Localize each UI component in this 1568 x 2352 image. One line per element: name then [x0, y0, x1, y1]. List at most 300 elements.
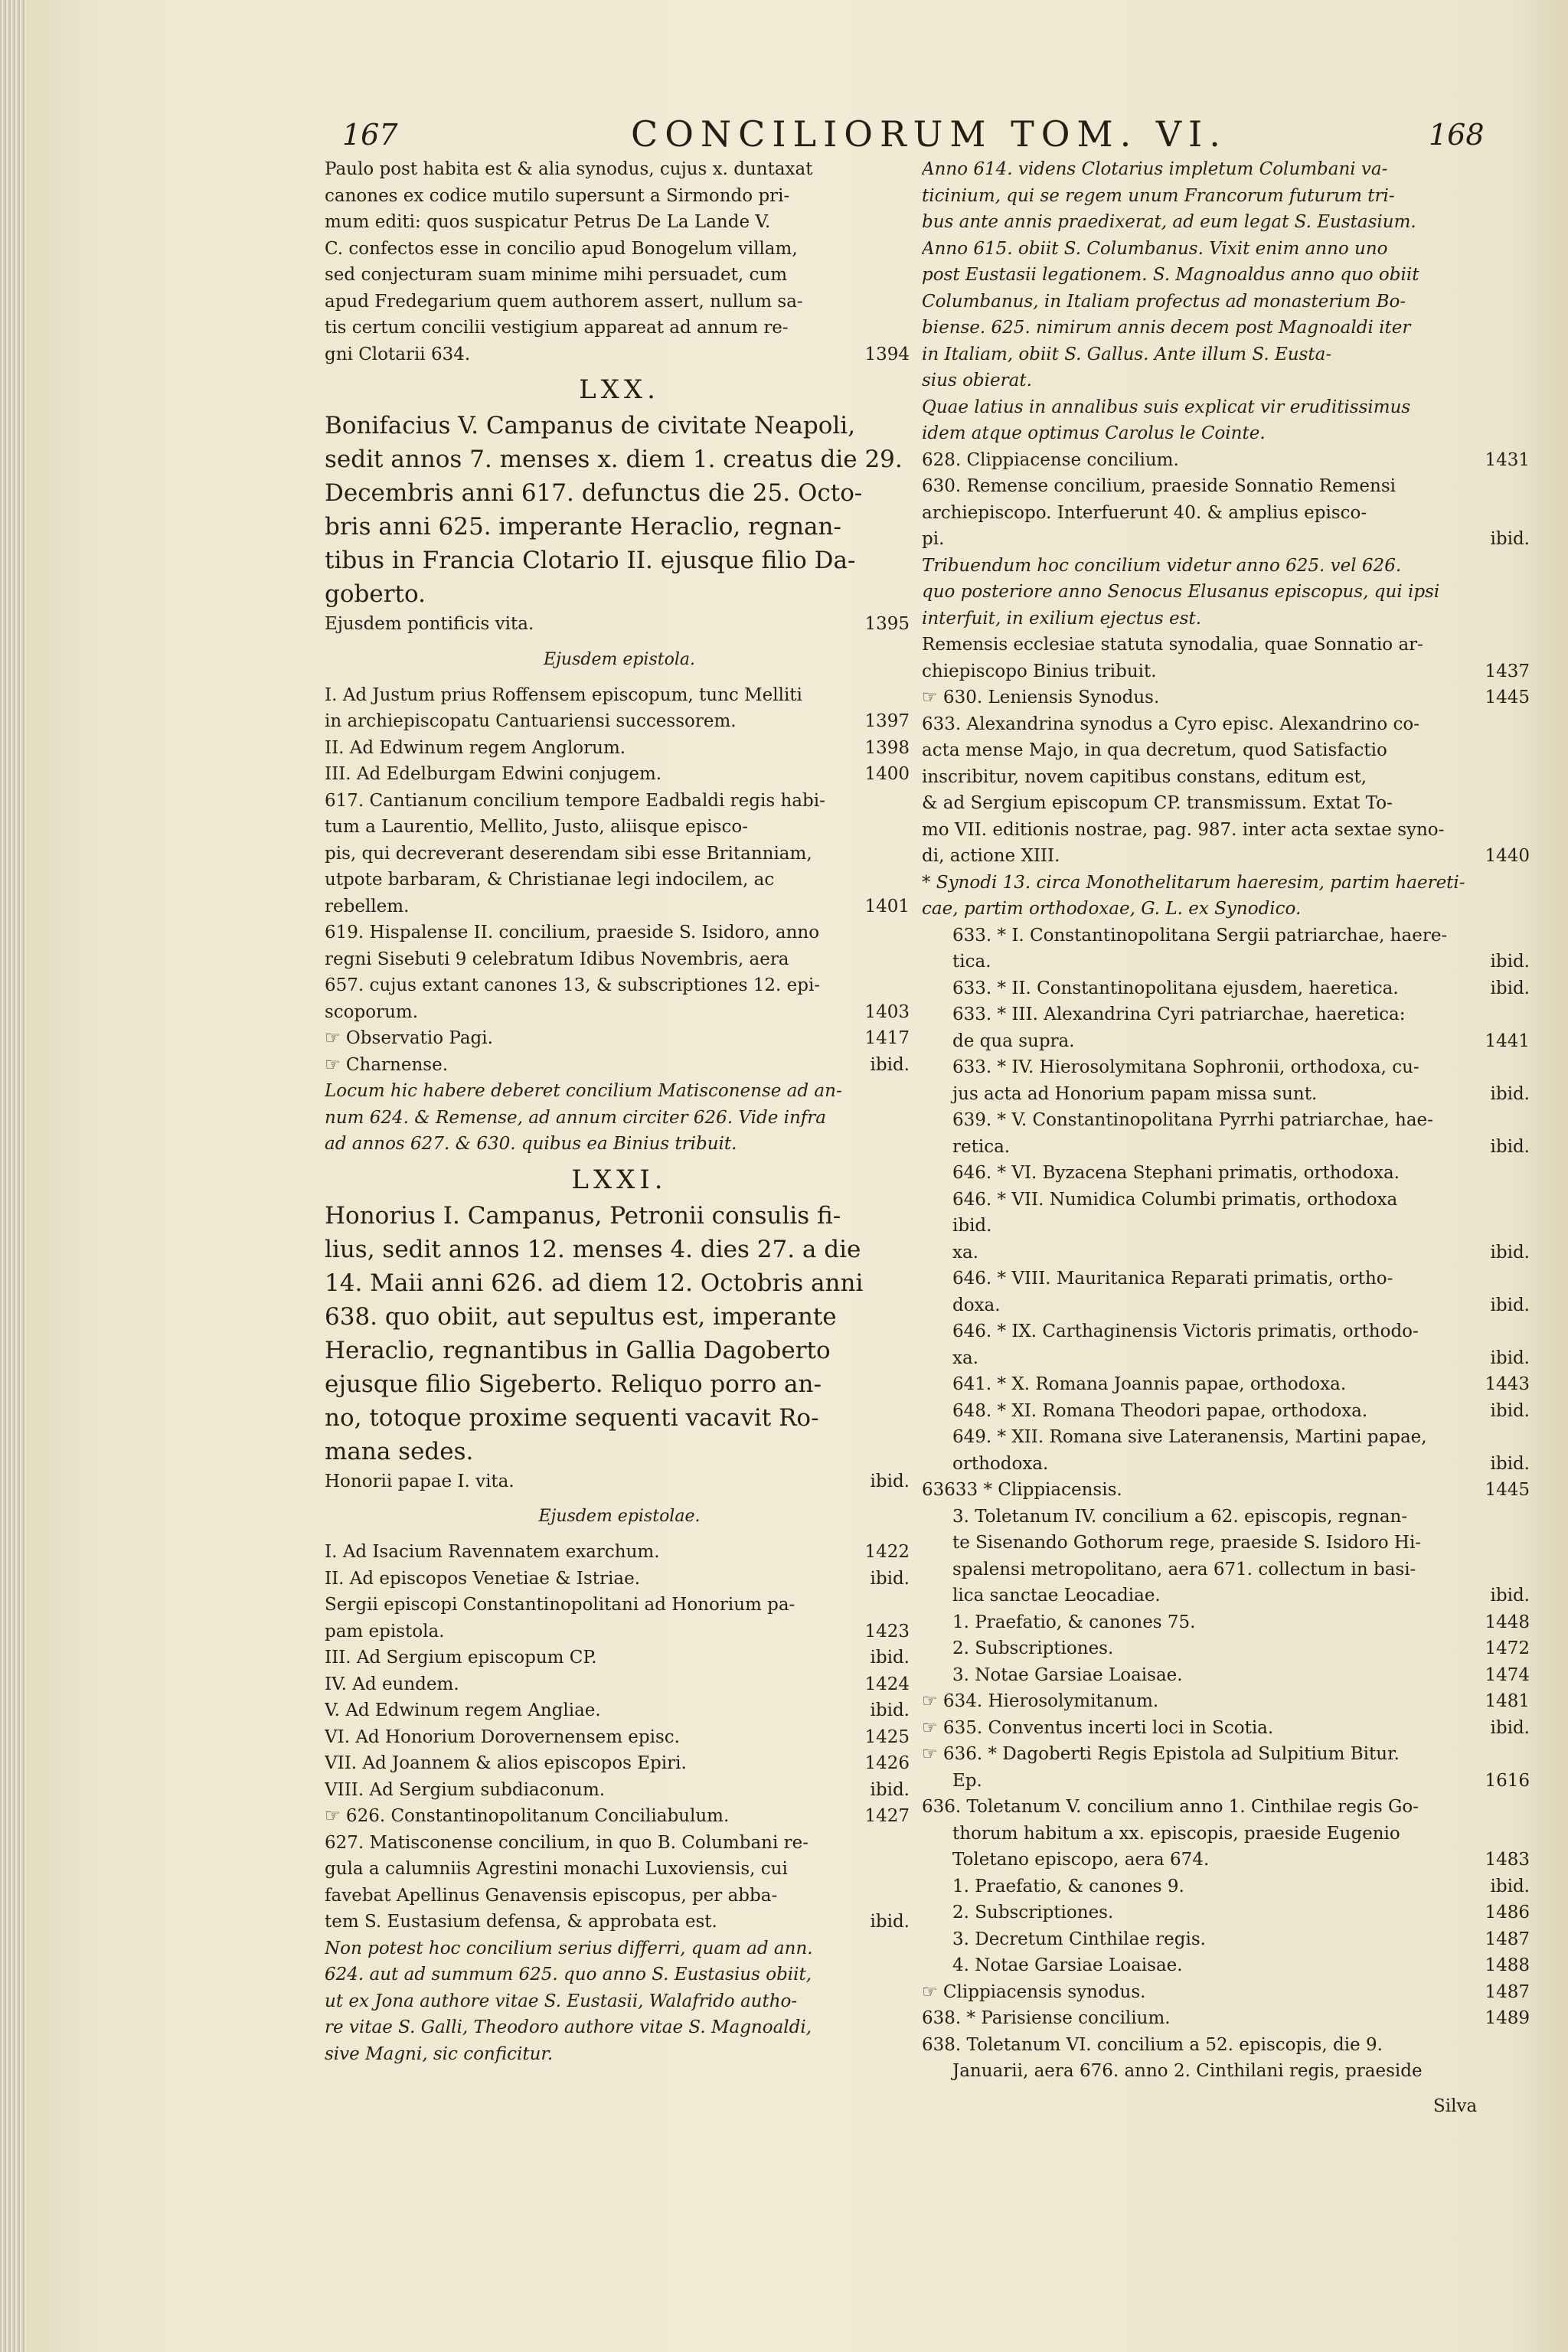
line-text: I. Ad Justum prius Roffensem episcopum, tunc Melliti [325, 684, 802, 705]
text-line [325, 510, 914, 544]
page-reference: ibid. [1490, 529, 1530, 549]
text-line [922, 1107, 1534, 1134]
line-text: sedit annos 7. menses x. diem 1. creatus die 29. [325, 446, 903, 473]
line-text: canones ex codice mutilo supersunt a Sirmondo pri- [325, 185, 790, 206]
line-text: 3. Notae Garsiae Loaisae. [952, 1664, 1183, 1685]
page-reference: 1441 [1485, 1031, 1530, 1051]
line-text: utpote barbaram, & Christianae legi indocilem, ac [325, 870, 775, 890]
text-line [922, 1635, 1534, 1662]
text-line [922, 1187, 1534, 1214]
page-reference: 1395 [864, 614, 910, 634]
text-line [325, 1645, 914, 1671]
line-text: apud Fredegarium quem authorem assert, nullum sa- [325, 291, 803, 312]
page-reference: ibid. [870, 1054, 910, 1075]
right-column [922, 156, 1534, 2085]
line-text: Anno 614. videns Clotarius impletum Columbani va- [922, 159, 1388, 179]
line-text: 636. Toletanum V. concilium anno 1. Cinthilae regis Go- [922, 1797, 1419, 1817]
text-line [325, 1566, 914, 1592]
page-reference: 1431 [1485, 449, 1530, 470]
text-line [325, 841, 914, 867]
text-line [922, 447, 1534, 474]
line-text: 646. * VIII. Mauritanica Reparati primatis, ortho- [952, 1269, 1393, 1289]
text-line [922, 473, 1534, 500]
line-text: chiepiscopo Binius tribuit. [922, 661, 1157, 681]
text-line [922, 579, 1534, 606]
text-line [922, 1583, 1534, 1609]
line-text: 627. Matisconense concilium, in quo B. Columbani re- [325, 1832, 809, 1853]
line-text: ☞ 630. Leniensis Synodus. [922, 688, 1160, 707]
line-text: 3. Decretum Cinthilae regis. [952, 1929, 1206, 1949]
text-line [325, 1936, 914, 1962]
line-text: 638. quo obiit, aut sepultus est, imperante [325, 1302, 837, 1331]
line-text: rebellem. [325, 896, 410, 916]
line-text: VII. Ad Joannem & alios episcopos Epiri. [325, 1753, 687, 1773]
line-text: Paulo post habita est & alia synodus, cujus x. duntaxat [325, 159, 813, 179]
line-text: xa. [952, 1348, 978, 1368]
line-text: jus acta ad Honorium papam missa sunt. [952, 1083, 1318, 1104]
text-line [922, 2032, 1534, 2059]
text-line [325, 289, 914, 315]
text-line [325, 1199, 914, 1233]
text-line [325, 1367, 914, 1401]
line-text: 633. * III. Alexandrina Cyri patriarchae, haeretica: [952, 1004, 1406, 1024]
line-text: VI. Ad Honorium Dorovernensem episc. [325, 1726, 680, 1747]
text-line [325, 236, 914, 263]
line-text: post Eustasii legationem. S. Magnoaldus anno quo obiit [922, 265, 1419, 285]
text-line [922, 1794, 1534, 1821]
text-line [922, 975, 1534, 1002]
text-line [325, 315, 914, 341]
text-line [922, 1001, 1534, 1028]
line-text: II. Ad Edwinum regem Anglorum. [325, 737, 626, 758]
text-line [325, 2014, 914, 2041]
text-line [325, 735, 914, 762]
text-line [325, 1105, 914, 1132]
page-reference: ibid. [1490, 1242, 1530, 1263]
line-text: tica. [952, 952, 991, 972]
line-text: Januarii, aera 676. anno 2. Cinthilani regis, praeside [952, 2061, 1423, 2081]
line-text: V. Ad Edwinum regem Angliae. [325, 1700, 601, 1720]
line-text: ☞ 635. Conventus incerti loci in Scotia. [922, 1717, 1274, 1738]
page-number-right: 168 [1429, 118, 1485, 152]
text-line [922, 262, 1534, 289]
line-text: III. Ad Edelburgam Edwini conjugem. [325, 764, 662, 784]
text-line [325, 409, 914, 443]
text-line [922, 1160, 1534, 1187]
line-text: Locum hic habere deberet concilium Matisconense ad an- [325, 1081, 842, 1101]
line-text: IV. Ad eundem. [325, 1674, 459, 1694]
text-line [922, 843, 1534, 870]
line-text: 638. Toletanum VI. concilium a 52. episcopis, die 9. [922, 2034, 1383, 2055]
page-reference: 1401 [864, 896, 910, 916]
line-text: Anno 615. obiit S. Columbanus. Vixit enim anno uno [922, 238, 1388, 259]
page-reference: ibid. [1490, 1295, 1530, 1315]
text-line [922, 209, 1534, 236]
page-reference: ibid. [1490, 1876, 1530, 1896]
line-text: ibid. [952, 1216, 992, 1236]
line-text: scoporum. [325, 1001, 419, 1022]
line-text: 638. * Parisiense concilium. [922, 2008, 1171, 2028]
text-line [922, 1054, 1534, 1081]
text-line [922, 1345, 1534, 1372]
line-text: C. confectos esse in concilio apud Bonogelum villam, [325, 238, 798, 259]
line-text: orthodoxa. [952, 1453, 1049, 1474]
text-line [325, 1539, 914, 1566]
line-text: ☞ Clippiacensis synodus. [922, 1981, 1146, 2002]
page-reference: ibid. [1490, 1586, 1530, 1606]
text-line [922, 2058, 1534, 2085]
text-line [922, 1662, 1534, 1689]
page-reference: 1448 [1485, 1612, 1530, 1632]
line-text: tem S. Eustasium defensa, & approbata est. [325, 1912, 717, 1932]
text-line [325, 1494, 914, 1539]
text-line [325, 1052, 914, 1079]
text-line [922, 606, 1534, 632]
line-text: 657. cujus extant canones 13, & subscriptiones 12. epi- [325, 975, 821, 995]
line-text: num 624. & Remense, ad annum circiter 626. Vide infra [325, 1107, 827, 1128]
text-line [922, 315, 1534, 341]
text-line [325, 682, 914, 709]
text-line [922, 341, 1534, 368]
text-line [922, 368, 1534, 394]
line-text: sius obierat. [922, 371, 1032, 390]
text-line [922, 1504, 1534, 1530]
text-line [325, 1909, 914, 1936]
line-text: quo posteriore anno Senocus Elusanus episcopus, qui ipsi [922, 582, 1440, 602]
page-reference: 1422 [864, 1542, 910, 1562]
text-line [922, 949, 1534, 975]
line-text: retica. [952, 1136, 1011, 1157]
text-line [325, 638, 914, 682]
line-text: LXX. [579, 374, 660, 405]
text-line [922, 1979, 1534, 2006]
line-text: cae, partim orthodoxae, G. L. ex Synodico. [922, 899, 1302, 919]
text-line [922, 1081, 1534, 1108]
text-line [325, 262, 914, 289]
line-text: xa. [952, 1242, 978, 1263]
page-reference: ibid. [1490, 1136, 1530, 1157]
line-text: ut ex Jona authore vitae S. Eustasii, Walafrido autho- [325, 1991, 798, 2011]
line-text: lius, sedit annos 12. menses 4. dies 27. a die [325, 1235, 861, 1263]
line-text: te Sisenando Gothorum rege, praeside S. Isidoro Hi- [952, 1533, 1422, 1553]
text-line [922, 394, 1534, 421]
line-text: sive Magni, sic conficitur. [325, 2043, 554, 2064]
page-reference: ibid. [870, 1912, 910, 1932]
page-reference: 1483 [1485, 1850, 1530, 1870]
page-reference: ibid. [1490, 952, 1530, 972]
text-line [325, 156, 914, 183]
text-line [325, 1233, 914, 1266]
text-line [922, 1926, 1534, 1953]
page-reference: ibid. [870, 1648, 910, 1668]
line-text: Remensis ecclesiae statuta synodalia, quae Sonnatio ar- [922, 635, 1423, 655]
line-text: II. Ad episcopos Venetiae & Istriae. [325, 1568, 641, 1589]
line-text: 646. * IX. Carthaginensis Victoris primatis, orthodo- [952, 1321, 1419, 1341]
line-text: 624. aut ad summum 625. quo anno S. Eustasius obiit, [325, 1965, 812, 1984]
line-text: LXXI. [571, 1164, 668, 1195]
line-text: 633. * I. Constantinopolitana Sergii patriarchae, haere- [952, 925, 1448, 946]
text-line [922, 1821, 1534, 1847]
line-text: 619. Hispalense II. concilium, praeside S. Isidoro, anno [325, 923, 820, 942]
line-text: & ad Sergium episcopum CP. transmissum. Extat To- [922, 793, 1393, 813]
text-line [922, 1688, 1534, 1715]
text-line [325, 1025, 914, 1052]
text-line [325, 1161, 914, 1199]
text-line [325, 1803, 914, 1830]
text-line [325, 972, 914, 999]
page-reference: ibid. [870, 1568, 910, 1589]
text-line [922, 1847, 1534, 1873]
line-text: ad annos 627. & 630. quibus ea Binius tribuit. [325, 1134, 737, 1154]
line-text: mum editi: quos suspicatur Petrus De La Lande V. [325, 212, 771, 232]
text-line [325, 476, 914, 510]
text-line [922, 156, 1534, 183]
text-line [922, 764, 1534, 791]
text-line [922, 183, 1534, 210]
page-reference: 1397 [864, 711, 910, 731]
line-text: 628. Clippiacense concilium. [922, 449, 1179, 470]
line-text: * Synodi 13. circa Monothelitarum haeresim, partim haereti- [922, 872, 1465, 893]
line-text: 63633 * Clippiacensis. [922, 1480, 1122, 1500]
line-text: 633. * II. Constantinopolitana ejusdem, haeretica. [952, 978, 1399, 998]
page-reference: 1417 [864, 1028, 910, 1048]
line-text: tum a Laurentio, Mellito, Justo, aliisque episco- [325, 817, 749, 837]
catchword: Silva [1433, 2096, 1478, 2116]
text-line [922, 1873, 1534, 1900]
line-text: Ejusdem pontificis vita. [325, 614, 534, 634]
page-reference: 1474 [1485, 1664, 1530, 1685]
page-reference: 1425 [864, 1726, 910, 1747]
page-reference: 1427 [864, 1806, 910, 1826]
line-text: ticinium, qui se regem unum Francorum futurum tri- [922, 185, 1395, 206]
line-text: thorum habitum a xx. episcopis, praeside Eugenio [952, 1823, 1400, 1844]
text-line [922, 1240, 1534, 1266]
line-text: mo VII. editionis nostrae, pag. 987. inter acta sextae syno- [922, 819, 1445, 840]
text-line [325, 611, 914, 638]
line-text: gula a calumniis Agrestini monachi Luxoviensis, cui [325, 1859, 788, 1879]
line-text: de qua supra. [952, 1031, 1075, 1051]
text-line [325, 577, 914, 611]
text-line [325, 1435, 914, 1468]
page-reference: 1445 [1485, 688, 1530, 707]
text-line [922, 236, 1534, 263]
text-line [325, 920, 914, 946]
book-page-edge [0, 0, 26, 2352]
text-line [922, 1134, 1534, 1161]
line-text: Tribuendum hoc concilium videtur anno 625. vel 626. [922, 555, 1402, 576]
line-text: lica sanctae Leocadiae. [952, 1586, 1161, 1606]
line-text: archiepiscopo. Interfuerunt 40. & amplius episco- [922, 502, 1367, 523]
line-text: bus ante annis praedixerat, ad eum legat S. Eustasium. [922, 212, 1416, 232]
page-reference: 1440 [1485, 846, 1530, 866]
text-line [325, 371, 914, 409]
text-line [922, 632, 1534, 658]
text-line [922, 658, 1534, 685]
line-text: III. Ad Sergium episcopum CP. [325, 1648, 597, 1668]
text-line [325, 867, 914, 893]
text-line [922, 1028, 1534, 1055]
text-line [922, 1424, 1534, 1451]
text-line [325, 814, 914, 841]
line-text: re vitae S. Galli, Theodoro authore vitae S. Magnoaldi, [325, 2017, 812, 2037]
page-reference: 1445 [1485, 1480, 1530, 1500]
line-text: Heraclio, regnantibus in Gallia Dagoberto [325, 1336, 831, 1364]
page-reference: 1398 [864, 737, 910, 758]
line-text: Sergii episcopi Constantinopolitani ad Honorium pa- [325, 1595, 795, 1615]
line-text: 633. Alexandrina synodus a Cyro episc. Alexandrino co- [922, 714, 1419, 734]
text-line [325, 1300, 914, 1334]
line-text: spalensi metropolitano, aera 671. collectum in basi- [952, 1559, 1416, 1579]
text-line [325, 893, 914, 920]
line-text: regni Sisebuti 9 celebratum Idibus Novembris, aera [325, 949, 789, 969]
line-text: pam epistola. [325, 1621, 445, 1642]
page-reference: 1489 [1485, 2008, 1530, 2028]
line-text: 1. Praefatio, & canones 75. [952, 1612, 1196, 1632]
text-line [922, 500, 1534, 527]
page-reference: 1403 [864, 1001, 910, 1022]
line-text: Columbanus, in Italiam profectus ad monasterium Bo- [922, 291, 1406, 312]
page-reference: ibid. [1490, 1348, 1530, 1368]
text-line [325, 183, 914, 210]
text-line [922, 817, 1534, 844]
line-text: tis certum concilii vestigium appareat ad annum re- [325, 318, 789, 338]
page-reference: 1487 [1485, 1929, 1530, 1949]
text-line [325, 1619, 914, 1645]
text-line [922, 1768, 1534, 1795]
line-text: 3. Toletanum IV. concilium a 62. episcopis, regnan- [952, 1506, 1408, 1527]
text-line [325, 1777, 914, 1804]
line-text: 630. Remense concilium, praeside Sonnatio Remensi [922, 476, 1396, 496]
line-text: inscribitur, novem capitibus constans, editum est, [922, 766, 1367, 787]
line-text: 641. * X. Romana Joannis papae, orthodoxa. [952, 1374, 1347, 1394]
page-reference: 1486 [1485, 1903, 1530, 1922]
text-line [325, 1401, 914, 1435]
text-line [325, 1883, 914, 1909]
page-reference: 1426 [864, 1753, 910, 1773]
running-title: CONCILIORUM TOM. VI. [631, 113, 1227, 155]
line-text: Honorii papae I. vita. [325, 1471, 514, 1491]
line-text: Quae latius in annalibus suis explicat vir eruditissimus [922, 397, 1411, 417]
text-line [325, 1592, 914, 1619]
text-line [922, 1266, 1534, 1292]
text-line [325, 544, 914, 577]
line-text: 646. * VII. Numidica Columbi primatis, orthodoxa [952, 1189, 1398, 1210]
line-text: 14. Maii anni 626. ad diem 12. Octobris anni [325, 1269, 864, 1297]
line-text: biense. 625. nimirum annis decem post Magnoaldi iter [922, 318, 1411, 338]
text-line [922, 1292, 1534, 1319]
line-text: gni Clotarii 634. [325, 344, 471, 364]
text-line [922, 711, 1534, 738]
line-text: idem atque optimus Carolus le Cointe. [922, 423, 1266, 443]
line-text: pis, qui decreverant deserendam sibi esse Britanniam, [325, 843, 812, 864]
line-text: ☞ 634. Hierosolymitanum. [922, 1691, 1159, 1711]
line-text: bris anni 625. imperante Heraclio, regnan- [325, 513, 841, 541]
text-line [325, 1697, 914, 1724]
page-reference: 1472 [1485, 1638, 1530, 1658]
line-text: pi. [922, 529, 945, 549]
line-text: ☞ Observatio Pagi. [325, 1028, 493, 1048]
line-text: Honorius I. Campanus, Petronii consulis fi- [325, 1201, 841, 1230]
text-line [325, 341, 914, 368]
line-text: 646. * VI. Byzacena Stephani primatis, orthodoxa. [952, 1163, 1400, 1183]
line-text: ☞ 636. * Dagoberti Regis Epistola ad Sulpitium Bitur. [922, 1744, 1400, 1764]
text-line [325, 1266, 914, 1300]
line-text: 639. * V. Constantinopolitana Pyrrhi patriarchae, hae- [952, 1110, 1433, 1130]
text-line [325, 1962, 914, 1988]
page-reference: ibid. [870, 1471, 910, 1491]
text-line [922, 1398, 1534, 1425]
text-line [325, 708, 914, 735]
line-text: in archiepiscopatu Cantuariensi successorem. [325, 711, 737, 731]
line-text: 617. Cantianum concilium tempore Eadbaldi regis habi- [325, 790, 825, 811]
book-page [26, 0, 1568, 2352]
text-line [325, 209, 914, 236]
line-text: 2. Subscriptiones. [952, 1638, 1114, 1658]
line-text: Ejusdem epistolae. [538, 1507, 701, 1526]
text-line [922, 684, 1534, 711]
text-line [922, 1213, 1534, 1240]
text-line [325, 1671, 914, 1698]
text-line [922, 1900, 1534, 1926]
text-line [922, 1371, 1534, 1398]
text-line [325, 2041, 914, 2068]
line-text: Bonifacius V. Campanus de civitate Neapoli, [325, 412, 856, 439]
text-line [922, 923, 1534, 949]
text-line [325, 788, 914, 815]
page-reference: 1394 [864, 344, 910, 364]
line-text: 2. Subscriptiones. [952, 1903, 1114, 1922]
text-line [922, 1477, 1534, 1504]
line-text: in Italiam, obiit S. Gallus. Ante illum S. Eusta- [922, 344, 1332, 364]
text-line [922, 790, 1534, 817]
text-line [922, 420, 1534, 447]
line-text: Toletano episcopo, aera 674. [952, 1850, 1210, 1870]
text-line [922, 526, 1534, 553]
text-line [922, 1609, 1534, 1636]
text-line [325, 1468, 914, 1495]
text-line [325, 999, 914, 1026]
line-text: I. Ad Isacium Ravennatem exarchum. [325, 1542, 660, 1562]
left-column [325, 156, 914, 2067]
page-reference: 1487 [1485, 1981, 1530, 2002]
line-text: 4. Notae Garsiae Loaisae. [952, 1955, 1183, 1975]
page-reference: ibid. [870, 1700, 910, 1720]
page-reference: ibid. [870, 1779, 910, 1800]
text-line [922, 1741, 1534, 1768]
page-reference: 1437 [1485, 661, 1530, 681]
page-reference: ibid. [1490, 1717, 1530, 1738]
text-line [325, 1724, 914, 1751]
text-line [922, 1557, 1534, 1583]
page-reference: 1424 [864, 1674, 910, 1694]
line-text: 648. * XI. Romana Theodori papae, orthodoxa. [952, 1400, 1368, 1421]
page-reference: 1488 [1485, 1955, 1530, 1975]
line-text: acta mense Majo, in qua decretum, quod Satisfactio [922, 740, 1387, 760]
text-line [325, 1830, 914, 1857]
page-reference: 1400 [864, 764, 910, 784]
page-reference: ibid. [1490, 1453, 1530, 1474]
page-number-left: 167 [342, 118, 398, 152]
line-text: doxa. [952, 1295, 1001, 1315]
text-line [325, 443, 914, 476]
text-line [922, 1715, 1534, 1742]
page-reference: ibid. [1490, 1400, 1530, 1421]
line-text: tibus in Francia Clotario II. ejusque filio Da- [325, 547, 856, 574]
page-reference: 1443 [1485, 1374, 1530, 1394]
page-reference: 1481 [1485, 1691, 1530, 1711]
page-reference: ibid. [1490, 1083, 1530, 1104]
line-text: VIII. Ad Sergium subdiaconum. [325, 1779, 606, 1800]
